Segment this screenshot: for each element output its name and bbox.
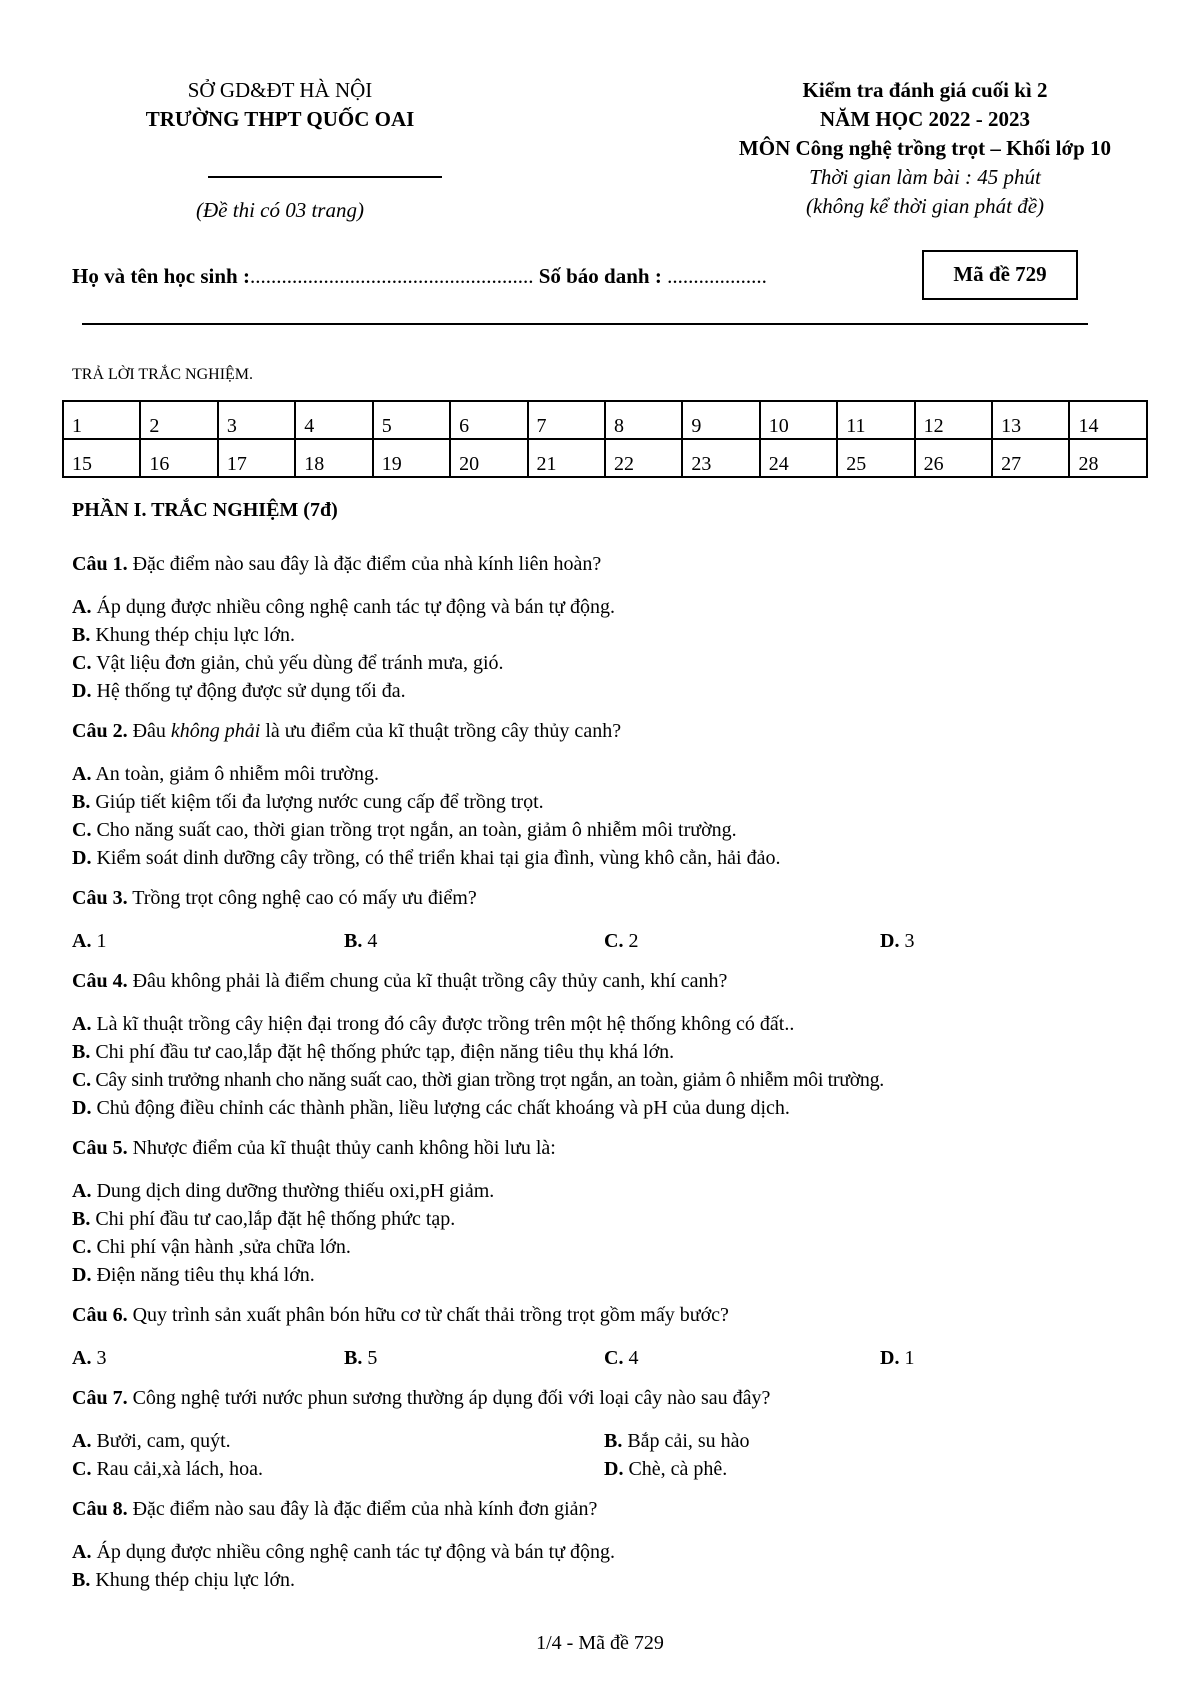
exam-header [670, 76, 1180, 221]
option-letter: B. [604, 1430, 623, 1452]
answer-cell[interactable]: 9 [682, 401, 759, 439]
answer-cell[interactable]: 8 [605, 401, 682, 439]
option-c[interactable] [604, 930, 638, 953]
option-letter: A. [72, 1430, 92, 1452]
question-label: Câu 7. [72, 1387, 128, 1409]
option-letter: C. [604, 930, 624, 952]
option-a[interactable] [72, 1013, 794, 1036]
option-letter: B. [72, 624, 91, 646]
option-letter: B. [72, 1041, 91, 1063]
option-text: Chè, cà phê. [623, 1458, 728, 1480]
question-text: Trồng trọt công nghệ cao có mấy ưu điểm? [127, 887, 477, 909]
question-text: Đặc điểm nào sau đây là đặc điểm của nhà kính liên hoàn? [127, 553, 602, 575]
option-text: Vật liệu đơn giản, chủ yếu dùng để tránh mưa, gió. [91, 652, 504, 674]
student-id-label: Số báo danh : [533, 264, 668, 288]
department-name: SỞ GD&ĐT HÀ NỘI [187, 78, 373, 102]
question-emphasis: không phải [170, 720, 261, 742]
student-id-field[interactable]: ................... [667, 264, 767, 288]
header-divider [208, 176, 442, 178]
answer-cell[interactable]: 10 [760, 401, 837, 439]
option-letter: A. [72, 1180, 92, 1202]
section-title: PHẦN I. TRẮC NGHIỆM (7đ) [72, 499, 338, 521]
answer-cell[interactable]: 11 [837, 401, 914, 439]
option-letter: C. [72, 1069, 91, 1091]
option-text: 5 [362, 1347, 378, 1369]
question-label: Câu 1. [72, 553, 128, 575]
option-text: Chi phí vận hành ,sửa chữa lớn. [91, 1236, 351, 1258]
subject: MÔN Công nghệ trồng trọt – Khối lớp 10 [738, 136, 1112, 160]
option-text: Bưởi, cam, quýt. [91, 1430, 231, 1452]
exam-code-box: Mã đề 729 [922, 250, 1078, 300]
answer-cell[interactable]: 18 [295, 439, 372, 477]
exam-time: Thời gian làm bài : 45 phút [809, 165, 1041, 189]
answer-cell[interactable]: 12 [915, 401, 992, 439]
option-b[interactable] [344, 1347, 377, 1370]
question-text: Công nghệ tưới nước phun sương thường áp dụng đối với loại cây nào sau đây? [127, 1387, 771, 1409]
option-letter: D. [880, 1347, 900, 1369]
option-b[interactable] [344, 930, 377, 953]
answer-cell[interactable]: 24 [760, 439, 837, 477]
question-2 [72, 720, 621, 743]
school-name: TRƯỜNG THPT QUỐC OAI [145, 107, 415, 131]
answer-cell[interactable]: 13 [992, 401, 1069, 439]
option-d[interactable] [72, 1264, 315, 1287]
option-letter: A. [72, 1013, 92, 1035]
question-label: Câu 4. [72, 970, 128, 992]
option-text: 1 [899, 1347, 915, 1369]
question-3 [72, 887, 477, 910]
option-text: Chủ động điều chỉnh các thành phần, liều lượng các chất khoáng và pH của dung dịch. [91, 1097, 790, 1119]
option-letter: C. [604, 1347, 624, 1369]
answer-cell[interactable]: 26 [915, 439, 992, 477]
question-text: Đâu không phải là điểm chung của kĩ thuật trồng cây thủy canh, khí canh? [127, 970, 728, 992]
option-letter: A. [72, 930, 92, 952]
answer-cell[interactable]: 4 [295, 401, 372, 439]
student-name-field[interactable]: ...................................................... [249, 264, 534, 288]
question-label: Câu 5. [72, 1137, 128, 1159]
option-b[interactable] [604, 1430, 750, 1453]
exam-time-note: (không kể thời gian phát đề) [805, 194, 1045, 218]
option-d[interactable] [604, 1458, 727, 1481]
option-letter: A. [72, 763, 92, 785]
answer-grid [62, 400, 1148, 478]
option-d[interactable] [880, 930, 914, 953]
answer-cell[interactable]: 7 [528, 401, 605, 439]
answer-sheet-title: TRẢ LỜI TRẮC NGHIỆM. [72, 366, 254, 383]
option-letter: B. [344, 930, 363, 952]
option-text: Giúp tiết kiệm tối đa lượng nước cung cấp để trồng trọt. [90, 791, 544, 813]
answer-cell[interactable]: 28 [1069, 439, 1147, 477]
option-c[interactable] [72, 1458, 263, 1481]
answer-cell[interactable]: 14 [1069, 401, 1147, 439]
option-d[interactable] [72, 1097, 790, 1120]
option-letter: D. [72, 1097, 92, 1119]
option-letter: B. [72, 1208, 91, 1230]
question-6 [72, 1304, 729, 1327]
answer-cell[interactable]: 2 [140, 401, 217, 439]
option-text: 1 [91, 930, 107, 952]
option-text: Khung thép chịu lực lớn. [90, 624, 296, 646]
option-text: Điện năng tiêu thụ khá lớn. [91, 1264, 315, 1286]
answer-cell[interactable]: 1 [63, 401, 140, 439]
option-text: 3 [899, 930, 915, 952]
option-b[interactable] [72, 1041, 674, 1064]
option-text: Dung dịch ding dưỡng thường thiếu oxi,pH giảm. [91, 1180, 495, 1202]
answer-cell[interactable]: 21 [528, 439, 605, 477]
option-text: Bắp cải, su hào [622, 1430, 750, 1452]
main-divider [82, 323, 1088, 325]
option-text: Khung thép chịu lực lớn. [90, 1569, 296, 1591]
option-c[interactable] [604, 1347, 638, 1370]
option-text: Kiểm soát dinh dưỡng cây trồng, có thể triển khai tại gia đình, vùng khô cằn, hải đảo. [91, 847, 781, 869]
question-text: Quy trình sản xuất phân bón hữu cơ từ chất thải trồng trọt gồm mấy bước? [127, 1304, 729, 1326]
option-letter: A. [72, 1541, 92, 1563]
option-text: 4 [623, 1347, 639, 1369]
option-letter: D. [880, 930, 900, 952]
question-text: Đâu [127, 720, 171, 742]
answer-row-1 [63, 401, 1147, 439]
option-letter: C. [72, 1236, 92, 1258]
option-text: Cho năng suất cao, thời gian trồng trọt ngắn, an toàn, giảm ô nhiễm môi trường. [91, 819, 737, 841]
option-a[interactable] [72, 930, 106, 953]
question-4 [72, 970, 727, 993]
option-a[interactable] [72, 1180, 494, 1203]
page-count-note: (Đề thi có 03 trang) [196, 198, 364, 222]
answer-cell[interactable]: 16 [140, 439, 217, 477]
option-c[interactable] [72, 819, 737, 842]
option-letter: C. [72, 819, 92, 841]
option-letter: C. [72, 1458, 92, 1480]
option-a[interactable] [72, 1430, 231, 1453]
answer-row-2 [63, 439, 1147, 477]
school-header [130, 76, 430, 134]
answer-cell[interactable]: 6 [450, 401, 527, 439]
option-a[interactable] [72, 1347, 106, 1370]
question-label: Câu 6. [72, 1304, 128, 1326]
option-letter: A. [72, 1347, 92, 1369]
option-a[interactable] [72, 763, 379, 786]
option-text: Cây sinh trưởng nhanh cho năng suất cao, thời gian trồng trọt ngắn, an toàn, giảm ô nhiễm môi trường. [90, 1069, 884, 1091]
question-8 [72, 1498, 597, 1521]
option-d[interactable] [72, 847, 781, 870]
option-text: Áp dụng được nhiều công nghệ canh tác tự động và bán tự động. [91, 1541, 615, 1563]
option-letter: A. [72, 596, 92, 618]
question-5 [72, 1137, 556, 1160]
option-b[interactable] [72, 791, 544, 814]
question-label: Câu 8. [72, 1498, 128, 1520]
option-text: 3 [91, 1347, 107, 1369]
page-footer: 1/4 - Mã đề 729 [536, 1632, 664, 1654]
option-letter: B. [344, 1347, 363, 1369]
student-info-line [72, 264, 767, 289]
option-text: 4 [362, 930, 378, 952]
option-letter: D. [72, 680, 92, 702]
option-letter: C. [72, 652, 92, 674]
option-a[interactable] [72, 1541, 615, 1564]
answer-cell[interactable]: 5 [373, 401, 450, 439]
answer-cell[interactable]: 17 [218, 439, 295, 477]
answer-cell[interactable]: 3 [218, 401, 295, 439]
option-text: An toàn, giảm ô nhiễm môi trường. [91, 763, 379, 785]
option-d[interactable] [72, 680, 406, 703]
option-letter: D. [604, 1458, 624, 1480]
option-letter: D. [72, 847, 92, 869]
option-text: Chi phí đầu tư cao,lắp đặt hệ thống phức tạp, điện năng tiêu thụ khá lớn. [90, 1041, 675, 1063]
answer-cell[interactable]: 15 [63, 439, 140, 477]
question-label: Câu 2. [72, 720, 128, 742]
option-text: Rau cải,xà lách, hoa. [91, 1458, 264, 1480]
exam-title: Kiểm tra đánh giá cuối kì 2 [802, 78, 1048, 102]
option-b[interactable] [72, 624, 295, 647]
answer-cell[interactable]: 20 [450, 439, 527, 477]
question-label: Câu 3. [72, 887, 128, 909]
question-7 [72, 1387, 770, 1410]
option-text: 2 [623, 930, 639, 952]
question-text: Đặc điểm nào sau đây là đặc điểm của nhà kính đơn giản? [127, 1498, 598, 1520]
option-d[interactable] [880, 1347, 914, 1370]
question-text: Nhược điểm của kĩ thuật thủy canh không hồi lưu là: [127, 1137, 556, 1159]
option-c[interactable] [72, 1236, 351, 1259]
option-letter: B. [72, 791, 91, 813]
answer-cell[interactable]: 27 [992, 439, 1069, 477]
answer-cell[interactable]: 22 [605, 439, 682, 477]
option-text: Áp dụng được nhiều công nghệ canh tác tự động và bán tự động. [91, 596, 615, 618]
option-letter: B. [72, 1569, 91, 1591]
answer-cell[interactable]: 25 [837, 439, 914, 477]
student-name-label: Họ và tên học sinh : [72, 264, 250, 288]
question-1 [72, 553, 601, 576]
option-letter: D. [72, 1264, 92, 1286]
option-text: Là kĩ thuật trồng cây hiện đại trong đó cây được trồng trên một hệ thống không có đất.. [91, 1013, 795, 1035]
option-a[interactable] [72, 596, 615, 619]
option-text: Chi phí đầu tư cao,lắp đặt hệ thống phức tạp. [90, 1208, 456, 1230]
option-text: Hệ thống tự động được sử dụng tối đa. [91, 680, 406, 702]
option-b[interactable] [72, 1569, 295, 1592]
option-c[interactable] [72, 652, 504, 675]
school-year: NĂM HỌC 2022 - 2023 [820, 107, 1030, 131]
option-c[interactable] [72, 1069, 884, 1092]
answer-cell[interactable]: 19 [373, 439, 450, 477]
answer-cell[interactable]: 23 [682, 439, 759, 477]
option-b[interactable] [72, 1208, 455, 1231]
question-text: là ưu điểm của kĩ thuật trồng cây thủy canh? [260, 720, 622, 742]
